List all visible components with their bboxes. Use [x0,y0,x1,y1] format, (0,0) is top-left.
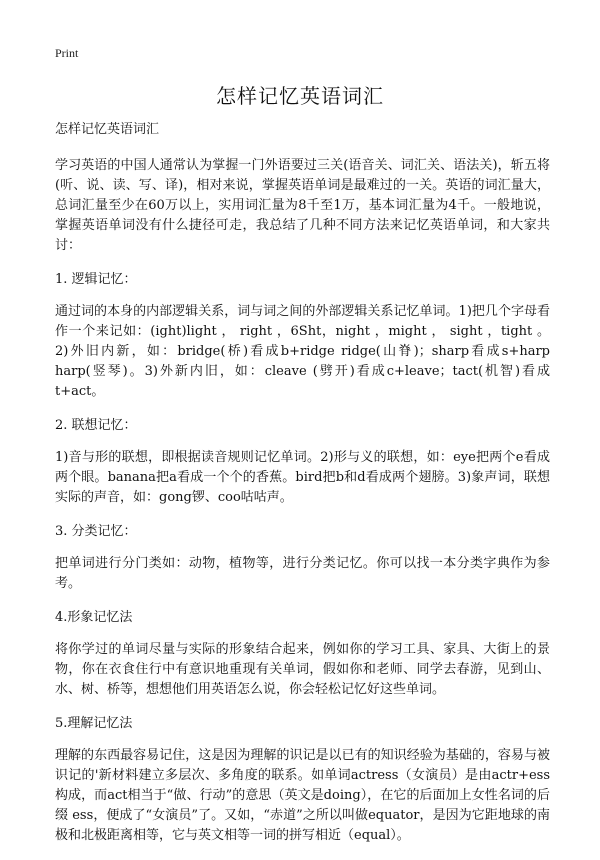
intro-paragraph: 学习英语的中国人通常认为掌握一门外语要过三关(语音关、词汇关、语法关)，斩五将(听、说、读、写、译)，相对来说，掌握英语单词是最难过的一关。英语的词汇量大，总词汇量至少在60万以上，实用词汇量为8千至1万，基本词汇量为4千。一般地说，掌握英语单词没有什么捷径可走，我总结了几种不同方法来记忆英语单词，和大家共讨： [55,158,550,253]
section-heading-classification: 3. 分类记忆： [55,524,137,539]
section-body-classification: 把单词进行分门类如：动物，植物等，进行分类记忆。你可以找一本分类字典作为参考。 [55,556,550,591]
article-body [55,120,550,860]
article-subtitle: 怎样记忆英语词汇 [55,122,160,137]
page-title: 怎样记忆英语词汇 [216,84,384,108]
section-heading-understanding: 5.理解记忆法 [55,716,133,731]
section-heading-imagery: 4.形象记忆法 [55,610,133,625]
section-body-imagery: 将你学过的单词尽量与实际的形象结合起来，例如你的学习工具、家具、大街上的景物，你在衣食住行中有意识地重现有关单词，假如你和老师、同学去春游，见到山、水、树、桥等，想想他们用英语怎么说，你会轻松记忆好这些单词。 [55,642,550,697]
section-heading-association: 2. 联想记忆： [55,418,137,433]
section-heading-logic: 1. 逻辑记忆： [55,272,137,287]
section-body-understanding: 理解的东西最容易记住，这是因为理解的识记是以已有的知识经验为基础的，容易与被识记的'新材料建立多层次、多角度的联系。如单词actress（女演员）是由actr+ess构成，而act相当于“做、行动”的意思（英文是doing），在它的后面加上女性名词的后缀 ess，便成了“女演员”了。又如，“赤道”之所以叫做equator，是因为它距地球的南极和北极距离相等，它与英文相等一词的拼写相近（equal）。 [55,748,550,843]
section-body-association: 1)音与形的联想，即根据读音规则记忆单词。2)形与义的联想，如：eye把两个e看成两个眼。banana把a看成一个个的香蕉。bird把b和d看成两个翅膀。3)象声词，联想实际的声音，如：gong锣、coo咕咕声。 [55,450,550,505]
section-body-logic: 通过词的本身的内部逻辑关系，词与词之间的外部逻辑关系记忆单词。1)把几个字母看作一个来记如：(ight)light ， right ，6Sht，night ，might ， sight ，tight 。 2)外旧内新，如：bridge(桥)看成b+ridge ridge(山脊)；sharp看成s+harp harp(竖琴)。3)外新内旧，如：cleave (劈开)看成c+leave；tact(机智)看成t+act。 [55,304,550,399]
print-link[interactable]: Print [55,46,79,60]
